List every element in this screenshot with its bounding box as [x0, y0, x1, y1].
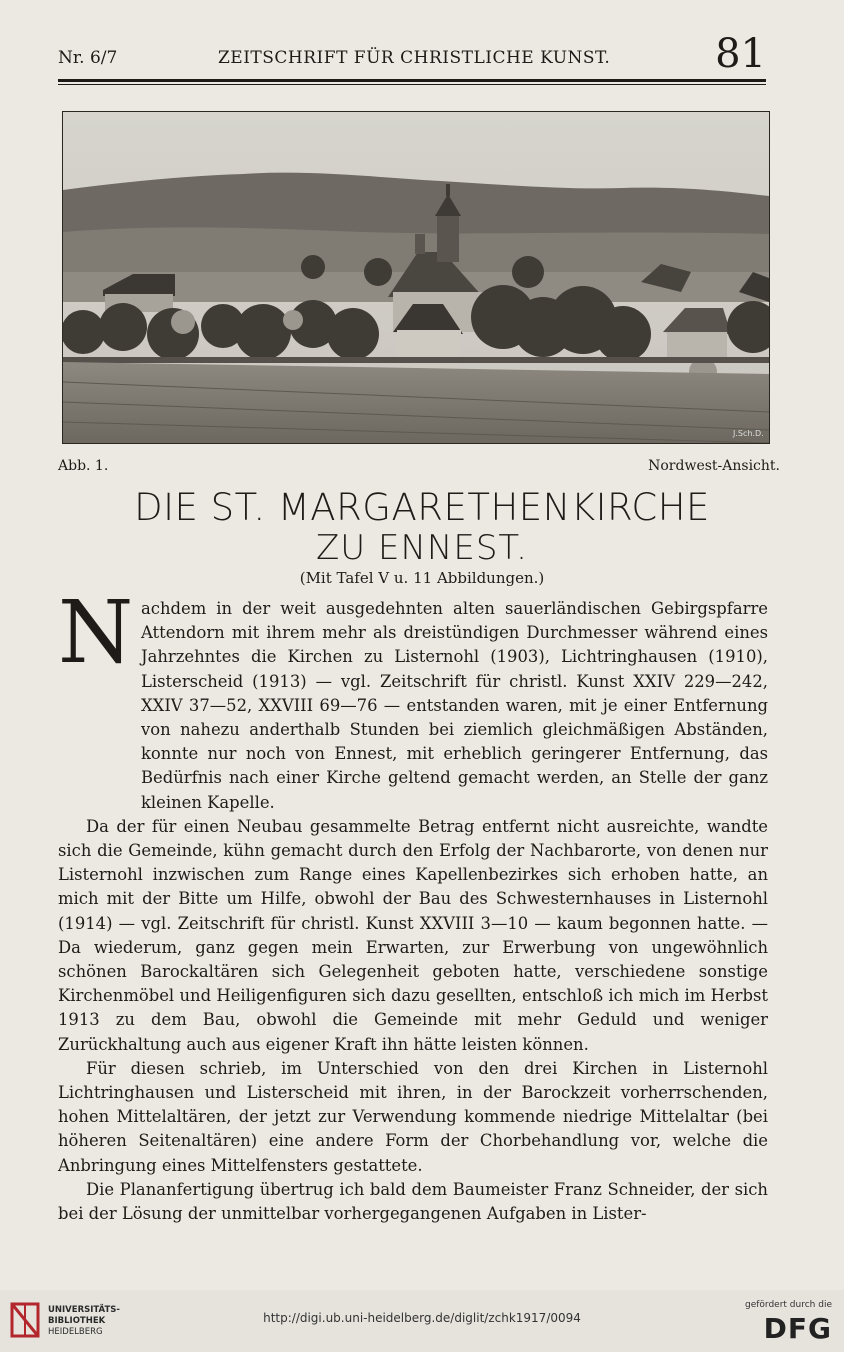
paragraph-4: Die Plananfertigung übertrug ich bald dem Baumeister Franz Schneider, der sich bei der Lösung der unmittelbar vorhergegangenen Aufgaben in Lister-: [58, 1179, 768, 1224]
article-title-line1: DIE ST. MARGARETHENKIRCHE: [134, 486, 710, 529]
dfg-logo: DFG: [763, 1312, 832, 1345]
article-subtitle: (Mit Tafel V u. 11 Abbildungen.): [299, 569, 545, 587]
journal-title: ZEITSCHRIFT FÜR CHRISTLICHE KUNST.: [218, 48, 611, 68]
library-line-3: HEIDELBERG: [48, 1327, 103, 1337]
library-line-2: BIBLIOTHEK: [48, 1316, 106, 1326]
article-body: [58, 597, 768, 1226]
article-title-line2: ZU ENNEST.: [316, 528, 528, 568]
paragraph-3: Für diesen schrieb, im Unterschied von den drei Kirchen in Listernohl Lichtringhausen und Listerscheid mit ihren, in der Barockzeit vorherrschenden, hohen Mittelaltären, der jetzt zur Verwendung kommende niedrige Mittelaltar (bei höheren Seitenaltären) eine andere Form der Chorbehandlung vor, welche die Anbringung eines Mittelfensters gestattete.: [58, 1058, 768, 1175]
photo-signature: J.Sch.D.: [733, 429, 764, 438]
source-url-link[interactable]: http://digi.ub.uni-heidelberg.de/diglit/zchk1917/0094: [263, 1311, 581, 1325]
running-header: [58, 31, 766, 78]
funding-note: gefördert durch die: [745, 1300, 832, 1310]
figure-label: Abb. 1.: [58, 458, 109, 474]
header-rule-thick: [58, 79, 766, 82]
header-rule-thin: [58, 84, 766, 85]
issue-number: Nr. 6/7: [58, 48, 118, 68]
library-line-1: UNIVERSITÄTS-: [48, 1305, 120, 1315]
digitization-footer: [0, 1290, 844, 1352]
page-number: 81: [715, 31, 766, 77]
drop-cap: N: [58, 583, 134, 683]
figure-caption: Nordwest-Ansicht.: [648, 458, 780, 474]
church-photograph: [62, 111, 770, 444]
paragraph-1: achdem in der weit ausgedehnten alten sauerländischen Gebirgspfarre Attendorn mit ihrem mehr als dreistündigen Durchmesser während eines Jahrzehntes die Kirchen zu Listernohl (1903), Lichtringhausen (1910), Listerscheid (1913) — vgl. Zeitschrift für christl. Kunst XXIV 229—242, XXIV 37—52, XXVIII 69—76 — entstanden waren, mit je einer Entfernung von nahezu anderthalb Stunden bei ziemlich gleichmäßigen Abständen, konnte nur noch von Ennest, mit erheblich geringerer Entfernung, das Bedürfnis nach einer Kirche geltend gemacht werden, an Stelle der ganz kleinen Kapelle.: [141, 599, 768, 812]
paragraph-2: Da der für einen Neubau gesammelte Betrag entfernt nicht ausreichte, wandte sich die Gemeinde, kühn gemacht durch den Erfolg der Nachbarorte, von denen nur Listernohl inzwischen zum Range eines Kapellenbezirkes sich erhoben hatte, an mich mit der Bitte um Hilfe, obwohl der Bau des Schwesternhauses in Listernohl (1914) — vgl. Zeitschrift für christl. Kunst XXVIII 3—10 — kaum begonnen hatte. — Da wiederum, ganz gegen mein Erwarten, zur Erwerbung von ungewöhnlich schönen Barockaltären sich Gelegenheit geboten hatte, verschiedene sonstige Kirchenmöbel und Heiligenfiguren sich dazu gesellten, entschloß ich mich im Herbst 1913 zu dem Bau, obwohl die Gemeinde mit mehr Geduld und weniger Zurückhaltung auch aus eigener Kraft ihn hätte leisten können.: [58, 816, 768, 1054]
